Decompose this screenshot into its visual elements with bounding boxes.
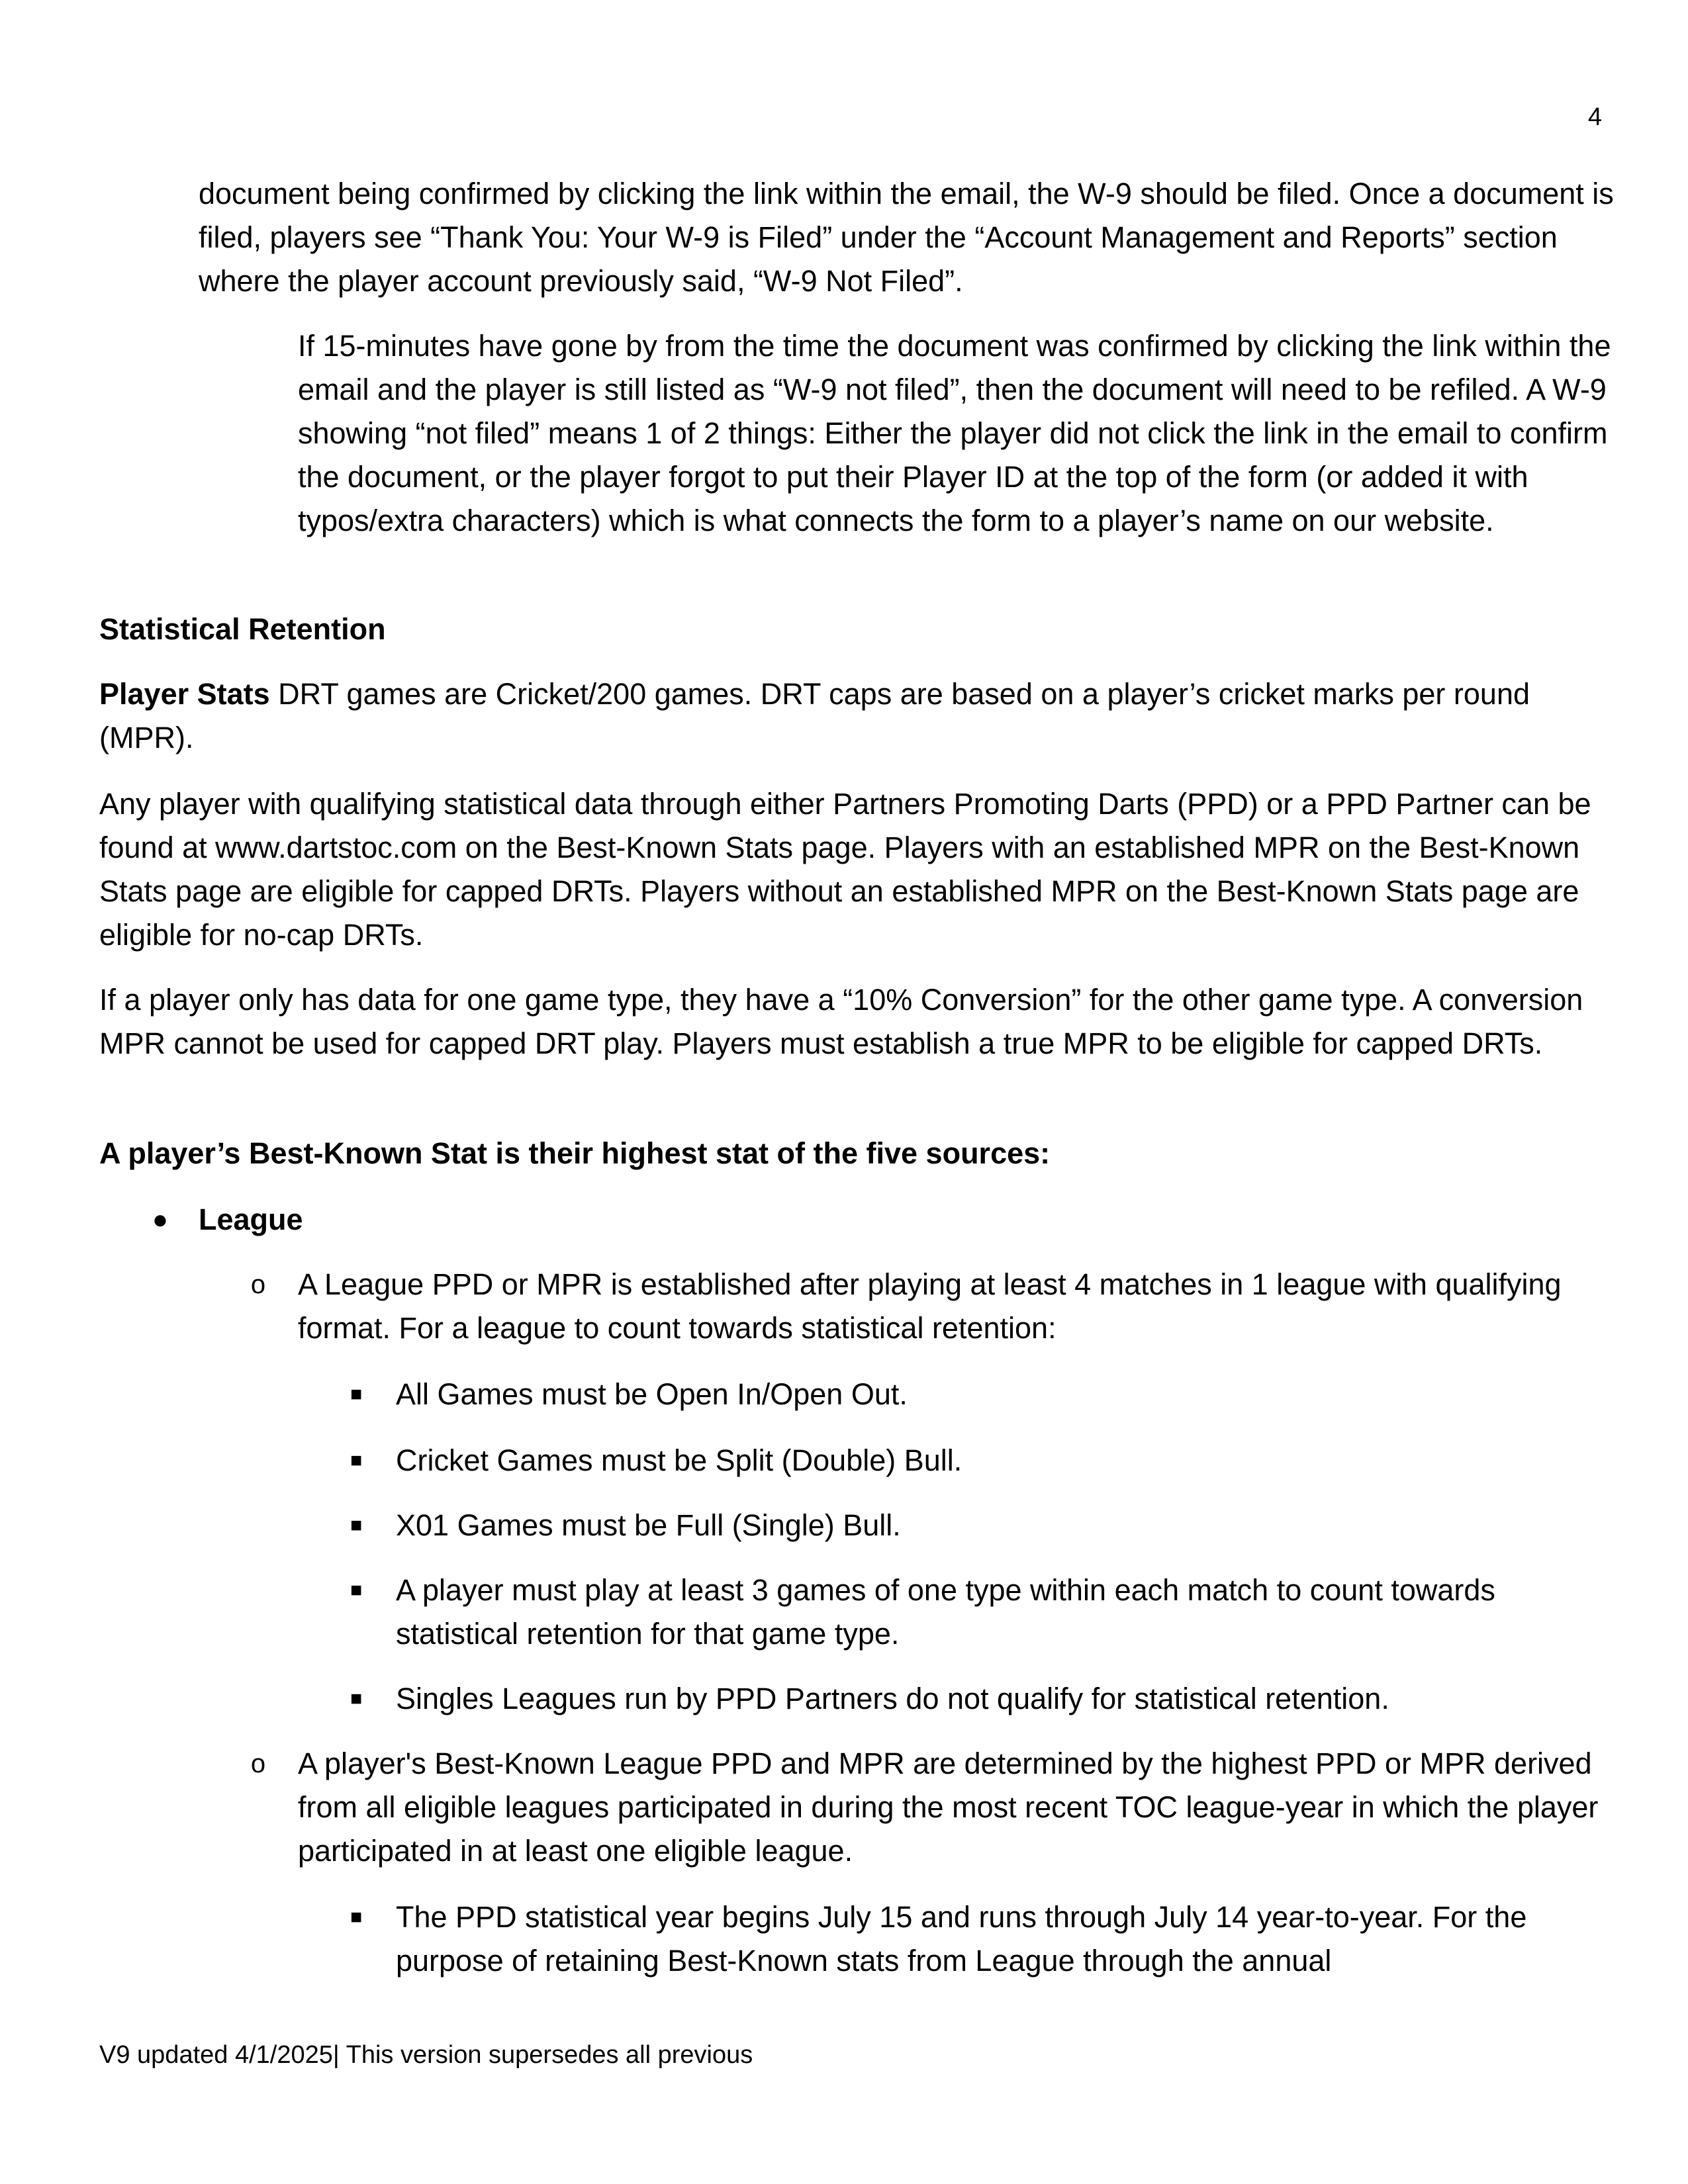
footer-version-note: V9 updated 4/1/2025| This version supersedes all previous <box>99 2041 753 2069</box>
bullet-square-icon: ■ <box>350 1514 363 1536</box>
bullet-dot-icon: ● <box>152 1205 169 1234</box>
player-stats-text: DRT games are Cricket/200 games. DRT caps are based on a player’s cricket marks per round (MPR). <box>99 677 1530 754</box>
paragraph-w9-refile: If 15-minutes have gone by from the time the document was confirmed by clicking the link within the email and the player is still listed as “W-9 not filed”, then the document will need to be refiled. A W-9 showing “not filed” means 1 of 2 things: Either the player did not click the link in the email to confirm the document, or the player forgot to put their Player ID at the top of the form (or added it with typos/extra characters) which is what connects the form to a player’s name on our website. <box>298 329 1611 537</box>
page-number: 4 <box>1587 103 1602 131</box>
paragraph-player-stats <box>99 672 1595 760</box>
bullet-circle-icon: o <box>250 1270 266 1299</box>
bullet-square-icon: ■ <box>350 1383 363 1405</box>
player-stats-label: Player Stats <box>99 677 270 711</box>
bullet-square-icon: ■ <box>350 1906 363 1928</box>
section-heading-statistical-retention: Statistical Retention <box>99 612 386 646</box>
bullet-square-icon: ■ <box>350 1688 363 1709</box>
list-item-text: A League PPD or MPR is established after playing at least 4 matches in 1 league with qualifying format. For a league to count towards statistical retention: <box>298 1267 1562 1345</box>
bullet-square-icon: ■ <box>350 1449 363 1471</box>
list-item-text: Cricket Games must be Split (Double) Bull. <box>396 1443 962 1477</box>
list-item-text: The PPD statistical year begins July 15 and runs through July 14 year-to-year. For the purpose of retaining Best-Known stats from League through the annual <box>396 1900 1527 1978</box>
list-item-text: A player must play at least 3 games of one type within each match to count towards statistical retention for that game type. <box>396 1573 1495 1651</box>
league-label: League <box>199 1203 303 1236</box>
paragraph-w9-filed: document being confirmed by clicking the link within the email, the W-9 should be filed. Once a document is filed, players see “Thank You: Your W-9 is Filed” under the “Account Management and Reports” section where the player account previously said, “W-9 Not Filed”. <box>199 177 1614 298</box>
paragraph-qualifying-data: Any player with qualifying statistical data through either Partners Promoting Darts (PPD) or a PPD Partner can be found at www.dartstoc.com on the Best-Known Stats page. Players with an established MPR on the Best-Known Stats page are eligible for capped DRTs. Players without an established MPR on the Best-Known Stats page are eligible for no-cap DRTs. <box>99 787 1591 952</box>
list-item-text: All Games must be Open In/Open Out. <box>396 1377 908 1411</box>
heading-best-known-stat: A player’s Best-Known Stat is their highest stat of the five sources: <box>99 1136 1051 1170</box>
bullet-square-icon: ■ <box>350 1579 363 1601</box>
paragraph-conversion: If a player only has data for one game type, they have a “10% Conversion” for the other game type. A conversion MPR cannot be used for capped DRT play. Players must establish a true MPR to be eligible for capped DRTs. <box>99 983 1583 1060</box>
list-item-text: A player's Best-Known League PPD and MPR are determined by the highest PPD or MPR derived from all eligible leagues participated in during the most recent TOC league-year in which the player participated in at least one eligible league. <box>298 1747 1599 1868</box>
bullet-circle-icon: o <box>250 1749 266 1778</box>
list-item-text: X01 Games must be Full (Single) Bull. <box>396 1508 901 1542</box>
list-item-text: Singles Leagues run by PPD Partners do not qualify for statistical retention. <box>396 1682 1389 1715</box>
